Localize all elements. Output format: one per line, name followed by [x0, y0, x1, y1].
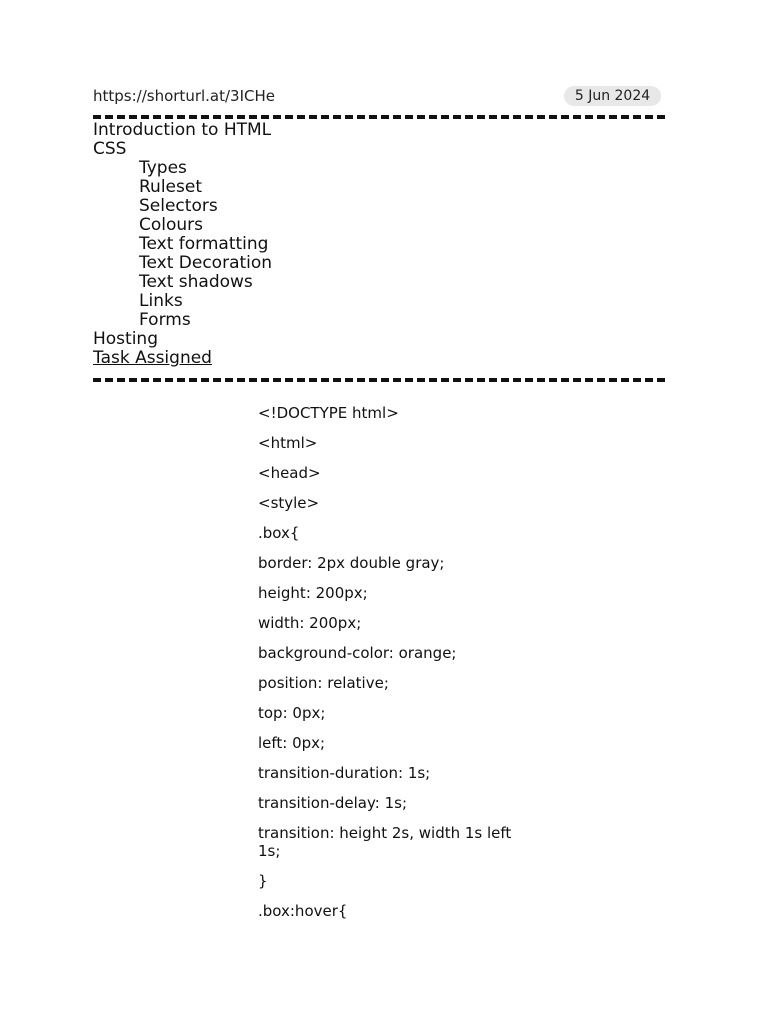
- toc-item: [93, 121, 653, 140]
- toc-item[interactable]: [93, 349, 653, 368]
- toc-item: [93, 216, 653, 235]
- toc-item: [93, 140, 653, 159]
- code-line: border: 2px double gray;: [258, 554, 445, 572]
- toc-item: [93, 178, 653, 197]
- code-line: <html>: [258, 434, 318, 452]
- code-line: transition-delay: 1s;: [258, 794, 408, 812]
- toc-item-label: Text formatting: [139, 234, 269, 254]
- code-line: transition: height 2s, width 1s left 1s;: [258, 824, 512, 860]
- toc-item: [93, 292, 653, 311]
- toc-item: [93, 197, 653, 216]
- code-line: position: relative;: [258, 674, 389, 692]
- code-line: <head>: [258, 464, 321, 482]
- toc-item-label: Selectors: [139, 196, 218, 216]
- dashed-divider-bottom: [93, 378, 665, 382]
- toc-item-label: Text Decoration: [139, 253, 273, 273]
- toc-item-label: Colours: [139, 215, 204, 235]
- toc-item: [93, 273, 653, 292]
- toc-item: [93, 235, 653, 254]
- code-line: }: [258, 872, 268, 890]
- source-url[interactable]: https://shorturl.at/3ICHe: [93, 87, 275, 105]
- toc-item-label: Text shadows: [139, 272, 253, 292]
- toc-item: [93, 159, 653, 178]
- toc-item-label: Hosting: [93, 329, 158, 349]
- toc-item-label: Forms: [139, 310, 191, 330]
- code-line: <!DOCTYPE html>: [258, 404, 399, 422]
- code-line: top: 0px;: [258, 704, 326, 722]
- table-of-contents: [93, 121, 653, 368]
- toc-item: [93, 330, 653, 349]
- toc-item: [93, 254, 653, 273]
- code-line: transition-duration: 1s;: [258, 764, 431, 782]
- code-line: width: 200px;: [258, 614, 362, 632]
- toc-item-label: Task Assigned: [93, 348, 212, 368]
- toc-item-label: CSS: [93, 139, 127, 159]
- code-line: height: 200px;: [258, 584, 368, 602]
- toc-item-label: Introduction to HTML: [93, 120, 272, 140]
- code-line: .box:hover{: [258, 902, 348, 920]
- toc-item-label: Links: [139, 291, 183, 311]
- date-badge: 5 Jun 2024: [564, 86, 661, 106]
- code-listing: [258, 404, 538, 932]
- toc-item: [93, 311, 653, 330]
- toc-item-label: Types: [139, 158, 187, 178]
- code-line: left: 0px;: [258, 734, 326, 752]
- code-line: background-color: orange;: [258, 644, 457, 662]
- code-line: .box{: [258, 524, 300, 542]
- toc-item-label: Ruleset: [139, 177, 202, 197]
- code-line: <style>: [258, 494, 320, 512]
- dashed-divider-top: [93, 115, 665, 119]
